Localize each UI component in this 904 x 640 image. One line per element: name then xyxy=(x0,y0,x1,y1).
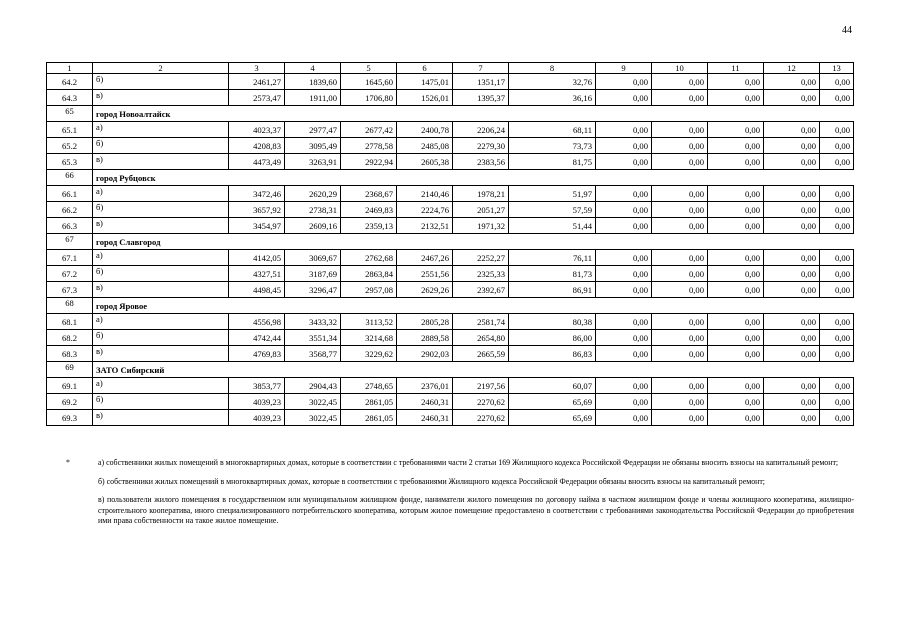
value-cell: 51,97 xyxy=(509,186,596,202)
value-cell: 81,73 xyxy=(509,266,596,282)
value-cell: 86,00 xyxy=(509,330,596,346)
header-cell: 7 xyxy=(453,63,509,74)
value-cell: 2605,38 xyxy=(397,154,453,170)
value-cell: 0,00 xyxy=(708,282,764,298)
row-category: б) xyxy=(93,202,229,218)
value-cell: 2889,58 xyxy=(397,330,453,346)
value-cell: 0,00 xyxy=(652,154,708,170)
value-cell: 3551,34 xyxy=(285,330,341,346)
value-cell: 0,00 xyxy=(708,90,764,106)
value-cell: 2609,16 xyxy=(285,218,341,234)
row-category: а) xyxy=(93,378,229,394)
value-cell: 0,00 xyxy=(764,74,820,90)
city-name: город Славгород xyxy=(93,234,285,250)
value-cell: 3296,47 xyxy=(285,282,341,298)
value-cell: 1911,00 xyxy=(285,90,341,106)
value-cell: 2738,31 xyxy=(285,202,341,218)
value-cell: 0,00 xyxy=(652,186,708,202)
value-cell: 0,00 xyxy=(764,330,820,346)
value-cell: 81,75 xyxy=(509,154,596,170)
value-cell: 32,76 xyxy=(509,74,596,90)
value-cell: 0,00 xyxy=(708,378,764,394)
row-code: 64.2 xyxy=(47,74,93,90)
value-cell: 2551,56 xyxy=(397,266,453,282)
value-cell: 2904,43 xyxy=(285,378,341,394)
table-row xyxy=(47,250,854,266)
value-cell: 2629,26 xyxy=(397,282,453,298)
value-cell: 0,00 xyxy=(708,330,764,346)
value-cell: 1839,60 xyxy=(285,74,341,90)
value-cell: 0,00 xyxy=(708,154,764,170)
value-cell: 0,00 xyxy=(820,330,854,346)
value-cell: 2957,08 xyxy=(341,282,397,298)
row-code: 67 xyxy=(47,234,93,250)
value-cell: 2325,33 xyxy=(453,266,509,282)
value-cell: 2677,42 xyxy=(341,122,397,138)
row-code: 67.1 xyxy=(47,250,93,266)
value-cell: 36,16 xyxy=(509,90,596,106)
value-cell: 0,00 xyxy=(708,266,764,282)
value-cell: 3113,52 xyxy=(341,314,397,330)
row-code: 65.2 xyxy=(47,138,93,154)
value-cell: 0,00 xyxy=(652,410,708,426)
value-cell: 0,00 xyxy=(820,282,854,298)
header-cell: 9 xyxy=(596,63,652,74)
value-cell: 3022,45 xyxy=(285,410,341,426)
row-code: 69.2 xyxy=(47,394,93,410)
city-row xyxy=(47,298,854,314)
value-cell: 1351,17 xyxy=(453,74,509,90)
header-cell: 5 xyxy=(341,63,397,74)
row-code: 68.2 xyxy=(47,330,93,346)
row-category: а) xyxy=(93,314,229,330)
value-cell: 2805,28 xyxy=(397,314,453,330)
value-cell: 4769,83 xyxy=(229,346,285,362)
header-cell: 12 xyxy=(764,63,820,74)
header-cell: 4 xyxy=(285,63,341,74)
value-cell: 2778,58 xyxy=(341,138,397,154)
value-cell: 0,00 xyxy=(820,346,854,362)
value-cell: 0,00 xyxy=(764,314,820,330)
value-cell: 0,00 xyxy=(596,346,652,362)
value-cell: 0,00 xyxy=(708,74,764,90)
table-row xyxy=(47,346,854,362)
blank-cell xyxy=(285,298,854,314)
row-code: 68.1 xyxy=(47,314,93,330)
row-category: в) xyxy=(93,282,229,298)
value-cell: 0,00 xyxy=(764,90,820,106)
value-cell: 2665,59 xyxy=(453,346,509,362)
value-cell: 3853,77 xyxy=(229,378,285,394)
value-cell: 0,00 xyxy=(652,266,708,282)
value-cell: 3472,46 xyxy=(229,186,285,202)
value-cell: 3095,49 xyxy=(285,138,341,154)
row-category: а) xyxy=(93,186,229,202)
row-code: 69.3 xyxy=(47,410,93,426)
city-name: ЗАТО Сибирский xyxy=(93,362,285,378)
value-cell: 0,00 xyxy=(708,346,764,362)
value-cell: 0,00 xyxy=(820,122,854,138)
value-cell: 2359,13 xyxy=(341,218,397,234)
value-cell: 2460,31 xyxy=(397,394,453,410)
value-cell: 1475,01 xyxy=(397,74,453,90)
footnotes xyxy=(64,458,854,535)
table-row xyxy=(47,74,854,90)
value-cell: 0,00 xyxy=(708,122,764,138)
blank-cell xyxy=(285,170,854,186)
value-cell: 2922,94 xyxy=(341,154,397,170)
value-cell: 3214,68 xyxy=(341,330,397,346)
table-row xyxy=(47,202,854,218)
value-cell: 2051,27 xyxy=(453,202,509,218)
footnote-c: в) пользователи жилого помещения в государственном или муниципальном жилищном фонде, наниматели жилого помещения по договору найма в частном жилищном фонде и члены жилищного кооператива, жилищно-строительного кооператива, иного специализированного потребительского кооператива, которым жилое помещение предоставлено в соответствии с требованиями законодательства Российской Федерации до приобретения ими права собственности на такое жилое помещение. xyxy=(98,495,854,525)
value-cell: 2762,68 xyxy=(341,250,397,266)
header-cell: 13 xyxy=(820,63,854,74)
table-row xyxy=(47,186,854,202)
row-code: 67.3 xyxy=(47,282,93,298)
value-cell: 0,00 xyxy=(596,266,652,282)
table-row xyxy=(47,90,854,106)
value-cell: 0,00 xyxy=(820,314,854,330)
value-cell: 51,44 xyxy=(509,218,596,234)
value-cell: 4142,05 xyxy=(229,250,285,266)
value-cell: 86,83 xyxy=(509,346,596,362)
value-cell: 0,00 xyxy=(652,74,708,90)
table-row xyxy=(47,122,854,138)
value-cell: 0,00 xyxy=(820,90,854,106)
value-cell: 2132,51 xyxy=(397,218,453,234)
row-code: 67.2 xyxy=(47,266,93,282)
value-cell: 2748,65 xyxy=(341,378,397,394)
blank-cell xyxy=(285,362,854,378)
value-cell: 0,00 xyxy=(708,250,764,266)
row-code: 66 xyxy=(47,170,93,186)
value-cell: 3568,77 xyxy=(285,346,341,362)
table-row xyxy=(47,378,854,394)
value-cell: 4208,83 xyxy=(229,138,285,154)
blank-cell xyxy=(285,234,854,250)
value-cell: 65,69 xyxy=(509,410,596,426)
value-cell: 0,00 xyxy=(820,138,854,154)
row-category: б) xyxy=(93,266,229,282)
value-cell: 4742,44 xyxy=(229,330,285,346)
footnote-a: а) собственники жилых помещений в многоквартирных домах, которые в соответствии с требованиями части 2 статьи 169 Жилищного кодекса Российской Федерации не обязаны вносить взносы на капитальный ремонт; xyxy=(98,458,839,467)
value-cell: 0,00 xyxy=(652,218,708,234)
value-cell: 2902,03 xyxy=(397,346,453,362)
value-cell: 2620,29 xyxy=(285,186,341,202)
value-cell: 73,73 xyxy=(509,138,596,154)
value-cell: 0,00 xyxy=(764,282,820,298)
blank-cell xyxy=(285,106,854,122)
value-cell: 0,00 xyxy=(652,138,708,154)
value-cell: 0,00 xyxy=(764,138,820,154)
value-cell: 0,00 xyxy=(596,74,652,90)
row-category: б) xyxy=(93,74,229,90)
value-cell: 76,11 xyxy=(509,250,596,266)
value-cell: 0,00 xyxy=(652,250,708,266)
value-cell: 0,00 xyxy=(652,202,708,218)
value-cell: 0,00 xyxy=(764,250,820,266)
value-cell: 2270,62 xyxy=(453,410,509,426)
value-cell: 2460,31 xyxy=(397,410,453,426)
header-row xyxy=(47,63,854,74)
value-cell: 2383,56 xyxy=(453,154,509,170)
header-cell: 3 xyxy=(229,63,285,74)
row-category: в) xyxy=(93,346,229,362)
value-cell: 1971,32 xyxy=(453,218,509,234)
value-cell: 0,00 xyxy=(652,346,708,362)
row-category: в) xyxy=(93,218,229,234)
value-cell: 2469,83 xyxy=(341,202,397,218)
value-cell: 0,00 xyxy=(764,154,820,170)
value-cell: 2400,78 xyxy=(397,122,453,138)
value-cell: 0,00 xyxy=(764,378,820,394)
value-cell: 2863,84 xyxy=(341,266,397,282)
value-cell: 0,00 xyxy=(596,186,652,202)
value-cell: 3229,62 xyxy=(341,346,397,362)
value-cell: 2977,47 xyxy=(285,122,341,138)
value-cell: 3657,92 xyxy=(229,202,285,218)
footnote-mark: * xyxy=(66,458,70,467)
row-code: 66.1 xyxy=(47,186,93,202)
value-cell: 0,00 xyxy=(652,282,708,298)
city-name: город Рубцовск xyxy=(93,170,285,186)
city-name: город Новоалтайск xyxy=(93,106,285,122)
table-row xyxy=(47,394,854,410)
row-category: а) xyxy=(93,122,229,138)
value-cell: 3069,67 xyxy=(285,250,341,266)
row-category: а) xyxy=(93,250,229,266)
value-cell: 0,00 xyxy=(820,74,854,90)
value-cell: 0,00 xyxy=(596,250,652,266)
value-cell: 0,00 xyxy=(820,410,854,426)
row-category: б) xyxy=(93,394,229,410)
value-cell: 2206,24 xyxy=(453,122,509,138)
row-category: в) xyxy=(93,154,229,170)
value-cell: 2861,05 xyxy=(341,394,397,410)
page-number: 44 xyxy=(842,25,852,36)
value-cell: 0,00 xyxy=(764,346,820,362)
value-cell: 0,00 xyxy=(708,138,764,154)
value-cell: 0,00 xyxy=(820,154,854,170)
value-cell: 0,00 xyxy=(596,410,652,426)
header-cell: 2 xyxy=(93,63,229,74)
value-cell: 2467,26 xyxy=(397,250,453,266)
value-cell: 0,00 xyxy=(820,218,854,234)
value-cell: 4556,98 xyxy=(229,314,285,330)
value-cell: 0,00 xyxy=(652,394,708,410)
value-cell: 2573,47 xyxy=(229,90,285,106)
row-code: 69.1 xyxy=(47,378,93,394)
value-cell: 0,00 xyxy=(596,330,652,346)
table-row xyxy=(47,266,854,282)
value-cell: 68,11 xyxy=(509,122,596,138)
value-cell: 0,00 xyxy=(820,378,854,394)
row-category: б) xyxy=(93,330,229,346)
value-cell: 2224,76 xyxy=(397,202,453,218)
value-cell: 0,00 xyxy=(708,202,764,218)
value-cell: 0,00 xyxy=(708,186,764,202)
value-cell: 0,00 xyxy=(596,218,652,234)
value-cell: 0,00 xyxy=(820,266,854,282)
value-cell: 1395,37 xyxy=(453,90,509,106)
value-cell: 4039,23 xyxy=(229,394,285,410)
value-cell: 0,00 xyxy=(764,410,820,426)
value-cell: 0,00 xyxy=(764,266,820,282)
city-row xyxy=(47,362,854,378)
row-code: 69 xyxy=(47,362,93,378)
header-cell: 11 xyxy=(708,63,764,74)
row-code: 68.3 xyxy=(47,346,93,362)
value-cell: 0,00 xyxy=(820,250,854,266)
value-cell: 2270,62 xyxy=(453,394,509,410)
value-cell: 2140,46 xyxy=(397,186,453,202)
table-row xyxy=(47,154,854,170)
row-code: 68 xyxy=(47,298,93,314)
row-code: 65 xyxy=(47,106,93,122)
value-cell: 0,00 xyxy=(652,90,708,106)
row-code: 65.3 xyxy=(47,154,93,170)
row-category: б) xyxy=(93,138,229,154)
value-cell: 0,00 xyxy=(652,330,708,346)
value-cell: 3263,91 xyxy=(285,154,341,170)
city-row xyxy=(47,106,854,122)
footnote-b: б) собственники жилых помещений в многоквартирных домах, которые в соответствии с требованиями Жилищного кодекса Российской Федерации обязаны вносить взносы на капитальный ремонт; xyxy=(98,476,766,486)
header-cell: 8 xyxy=(509,63,596,74)
value-cell: 0,00 xyxy=(596,378,652,394)
city-name: город Яровое xyxy=(93,298,285,314)
value-cell: 80,38 xyxy=(509,314,596,330)
value-cell: 0,00 xyxy=(596,122,652,138)
row-category: в) xyxy=(93,90,229,106)
row-code: 66.3 xyxy=(47,218,93,234)
value-cell: 0,00 xyxy=(708,394,764,410)
value-cell: 2252,27 xyxy=(453,250,509,266)
value-cell: 0,00 xyxy=(764,202,820,218)
value-cell: 0,00 xyxy=(652,122,708,138)
value-cell: 0,00 xyxy=(708,410,764,426)
value-cell: 1978,21 xyxy=(453,186,509,202)
row-code: 65.1 xyxy=(47,122,93,138)
tariff-table xyxy=(46,62,854,426)
value-cell: 0,00 xyxy=(764,394,820,410)
value-cell: 4023,37 xyxy=(229,122,285,138)
value-cell: 86,91 xyxy=(509,282,596,298)
header-cell: 1 xyxy=(47,63,93,74)
value-cell: 4327,51 xyxy=(229,266,285,282)
value-cell: 0,00 xyxy=(596,154,652,170)
value-cell: 1526,01 xyxy=(397,90,453,106)
value-cell: 0,00 xyxy=(652,314,708,330)
value-cell: 0,00 xyxy=(764,218,820,234)
value-cell: 0,00 xyxy=(708,218,764,234)
city-row xyxy=(47,170,854,186)
value-cell: 2485,08 xyxy=(397,138,453,154)
row-code: 66.2 xyxy=(47,202,93,218)
value-cell: 0,00 xyxy=(596,282,652,298)
value-cell: 2368,67 xyxy=(341,186,397,202)
table-row xyxy=(47,330,854,346)
value-cell: 0,00 xyxy=(820,186,854,202)
table-row xyxy=(47,218,854,234)
value-cell: 1706,80 xyxy=(341,90,397,106)
value-cell: 0,00 xyxy=(764,186,820,202)
table-row xyxy=(47,282,854,298)
value-cell: 1645,60 xyxy=(341,74,397,90)
city-row xyxy=(47,234,854,250)
value-cell: 3022,45 xyxy=(285,394,341,410)
value-cell: 0,00 xyxy=(820,202,854,218)
value-cell: 57,59 xyxy=(509,202,596,218)
value-cell: 0,00 xyxy=(596,394,652,410)
value-cell: 2376,01 xyxy=(397,378,453,394)
value-cell: 3454,97 xyxy=(229,218,285,234)
value-cell: 4498,45 xyxy=(229,282,285,298)
row-code: 64.3 xyxy=(47,90,93,106)
value-cell: 2197,56 xyxy=(453,378,509,394)
value-cell: 3433,32 xyxy=(285,314,341,330)
value-cell: 65,69 xyxy=(509,394,596,410)
value-cell: 0,00 xyxy=(708,314,764,330)
table-row xyxy=(47,410,854,426)
table-row xyxy=(47,314,854,330)
value-cell: 2461,27 xyxy=(229,74,285,90)
value-cell: 2392,67 xyxy=(453,282,509,298)
header-cell: 6 xyxy=(397,63,453,74)
value-cell: 2861,05 xyxy=(341,410,397,426)
value-cell: 0,00 xyxy=(596,202,652,218)
header-cell: 10 xyxy=(652,63,708,74)
value-cell: 0,00 xyxy=(764,122,820,138)
value-cell: 2581,74 xyxy=(453,314,509,330)
value-cell: 0,00 xyxy=(596,138,652,154)
value-cell: 4473,49 xyxy=(229,154,285,170)
value-cell: 3187,69 xyxy=(285,266,341,282)
value-cell: 0,00 xyxy=(596,314,652,330)
value-cell: 60,07 xyxy=(509,378,596,394)
value-cell: 0,00 xyxy=(820,394,854,410)
row-category: в) xyxy=(93,410,229,426)
value-cell: 4039,23 xyxy=(229,410,285,426)
table-row xyxy=(47,138,854,154)
value-cell: 0,00 xyxy=(652,378,708,394)
value-cell: 2654,80 xyxy=(453,330,509,346)
value-cell: 2279,30 xyxy=(453,138,509,154)
value-cell: 0,00 xyxy=(596,90,652,106)
